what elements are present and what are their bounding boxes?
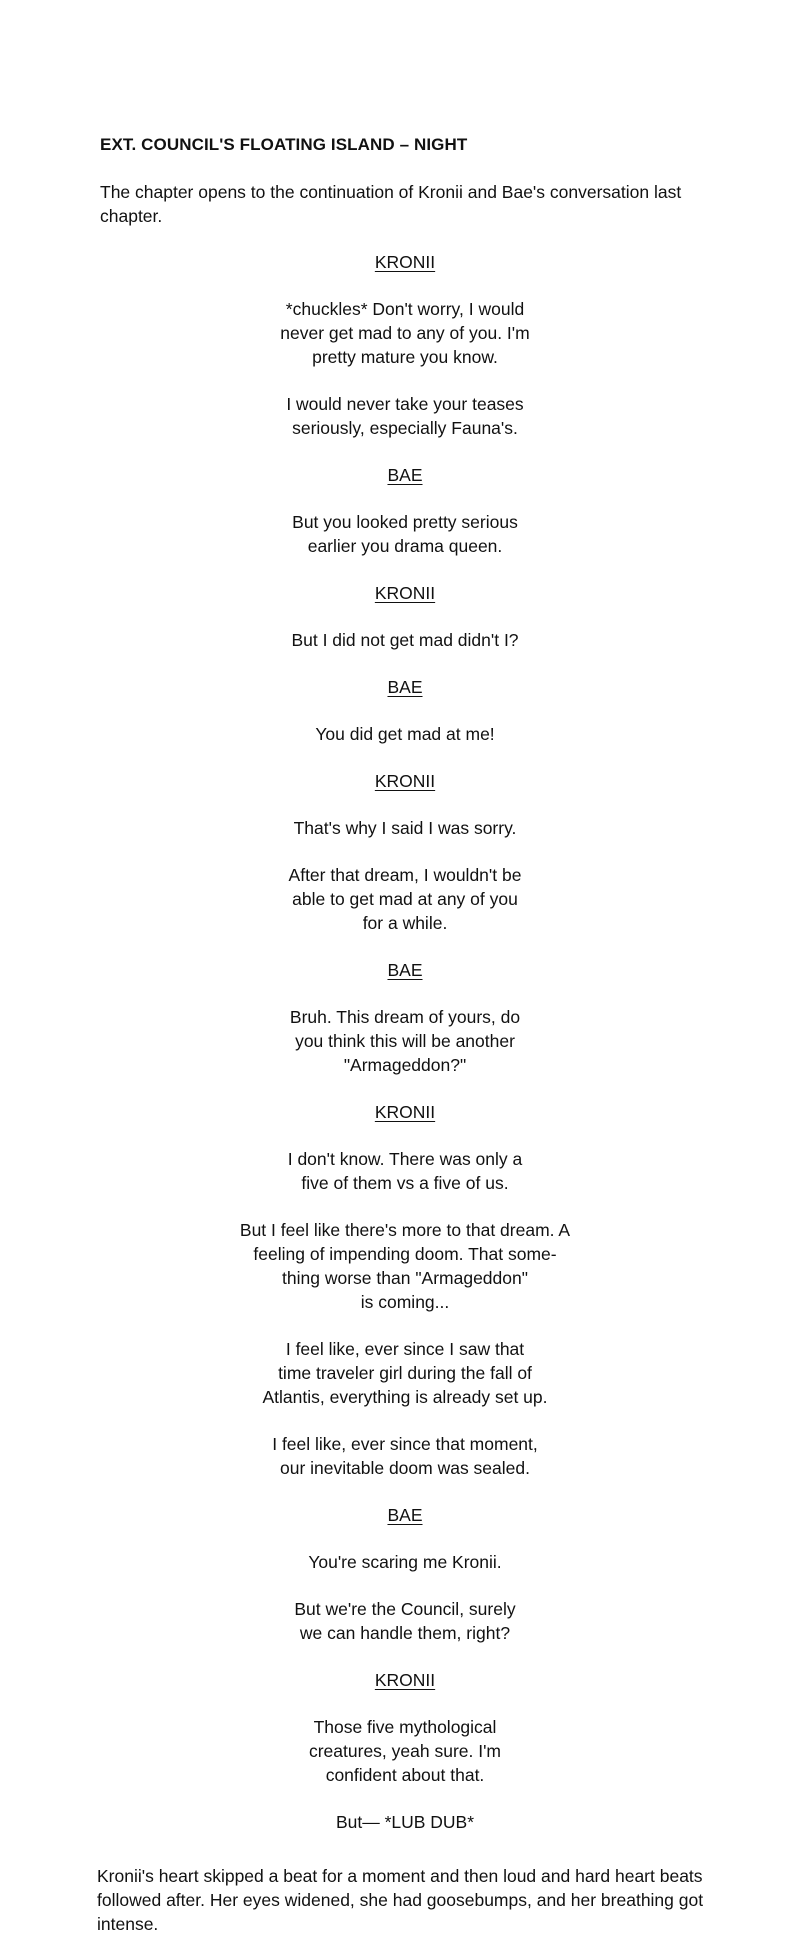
character-name xyxy=(0,958,800,982)
dialogue-line xyxy=(0,392,800,440)
dialogue-text: five of them vs a five of us. xyxy=(301,1173,509,1193)
dialogue-text: is coming... xyxy=(360,1292,450,1312)
dialogue-text: confident about that. xyxy=(325,1765,485,1785)
dialogue-text: I feel like, ever since I saw that xyxy=(285,1339,525,1359)
dialogue-line xyxy=(0,722,800,746)
dialogue-line xyxy=(0,816,800,840)
opening-action-line: chapter. xyxy=(100,206,163,226)
character-name xyxy=(0,769,800,793)
dialogue-line xyxy=(0,510,800,558)
dialogue-line xyxy=(0,628,800,652)
dialogue-text: pretty mature you know. xyxy=(312,347,498,367)
dialogue-line xyxy=(0,1005,800,1077)
dialogue-text: That's why I said I was sorry. xyxy=(293,818,517,838)
closing-action-line: intense. xyxy=(97,1914,159,1934)
dialogue-line xyxy=(0,1550,800,1574)
character-name-text: KRONII xyxy=(374,771,436,791)
dialogue-text: thing worse than "Armageddon" xyxy=(282,1268,528,1288)
dialogue-text: never get mad to any of you. I'm xyxy=(280,323,530,343)
character-name-text: KRONII xyxy=(374,1102,436,1122)
character-name xyxy=(0,1668,800,1692)
dialogue-line xyxy=(0,1810,800,1834)
dialogue-text: But you looked pretty serious xyxy=(292,512,518,532)
character-name xyxy=(0,581,800,605)
dialogue-text: You're scaring me Kronii. xyxy=(308,1552,502,1572)
dialogue-text: earlier you drama queen. xyxy=(307,536,503,556)
scene-heading: EXT. COUNCIL'S FLOATING ISLAND – NIGHT xyxy=(100,135,468,154)
character-name-text: BAE xyxy=(387,677,423,697)
closing-action-line: Kronii's heart skipped a beat for a moment and then loud and hard heart beats xyxy=(97,1866,703,1886)
dialogue-text: But we're the Council, surely xyxy=(294,1599,516,1619)
dialogue-text: "Armageddon?" xyxy=(343,1055,467,1075)
dialogue-line xyxy=(0,1218,800,1314)
dialogue-text: You did get mad at me! xyxy=(315,724,495,744)
dialogue-line xyxy=(0,1715,800,1787)
dialogue-line xyxy=(0,863,800,935)
dialogue-line xyxy=(0,1432,800,1480)
character-name-text: KRONII xyxy=(374,252,436,272)
opening-action-line: The chapter opens to the continuation of Kronii and Bae's conversation last xyxy=(100,182,682,202)
character-name-text: KRONII xyxy=(374,1670,436,1690)
character-name-text: KRONII xyxy=(374,583,436,603)
dialogue-text: our inevitable doom was sealed. xyxy=(279,1458,530,1478)
dialogue-line xyxy=(0,1597,800,1645)
closing-action-line: followed after. Her eyes widened, she had goosebumps, and her breathing got xyxy=(97,1890,704,1910)
character-name-text: BAE xyxy=(387,465,423,485)
dialogue-text: After that dream, I wouldn't be xyxy=(288,865,522,885)
dialogue-text: you think this will be another xyxy=(295,1031,515,1051)
dialogue-text: Bruh. This dream of yours, do xyxy=(289,1007,521,1027)
dialogue-text: time traveler girl during the fall of xyxy=(278,1363,532,1383)
dialogue-text: Those five mythological xyxy=(313,1717,497,1737)
dialogue-text: we can handle them, right? xyxy=(299,1623,511,1643)
dialogue-line xyxy=(0,1147,800,1195)
dialogue-text: creatures, yeah sure. I'm xyxy=(308,1741,502,1761)
dialogue-text: able to get mad at any of you xyxy=(292,889,518,909)
character-name xyxy=(0,1100,800,1124)
dialogue-text: I would never take your teases xyxy=(286,394,524,414)
opening-action xyxy=(100,180,700,228)
character-name xyxy=(0,675,800,699)
dialogue-text: feeling of impending doom. That some- xyxy=(253,1244,557,1264)
character-name-text: BAE xyxy=(387,1505,423,1525)
dialogue-line xyxy=(0,1337,800,1409)
character-name-text: BAE xyxy=(387,960,423,980)
character-name xyxy=(0,463,800,487)
character-name xyxy=(0,250,800,274)
dialogue-text: for a while. xyxy=(362,913,448,933)
dialogue-text: But I feel like there's more to that dream. A xyxy=(239,1220,571,1240)
dialogue-text: But— *LUB DUB* xyxy=(335,1812,475,1832)
dialogue-section xyxy=(0,250,800,1857)
closing-action xyxy=(97,1864,707,1936)
dialogue-text: Atlantis, everything is already set up. xyxy=(262,1387,548,1407)
dialogue-text: *chuckles* Don't worry, I would xyxy=(285,299,525,319)
dialogue-text: I don't know. There was only a xyxy=(287,1149,523,1169)
dialogue-text: seriously, especially Fauna's. xyxy=(292,418,518,438)
dialogue-text: But I did not get mad didn't I? xyxy=(291,630,519,650)
dialogue-line xyxy=(0,297,800,369)
dialogue-text: I feel like, ever since that moment, xyxy=(272,1434,538,1454)
character-name xyxy=(0,1503,800,1527)
